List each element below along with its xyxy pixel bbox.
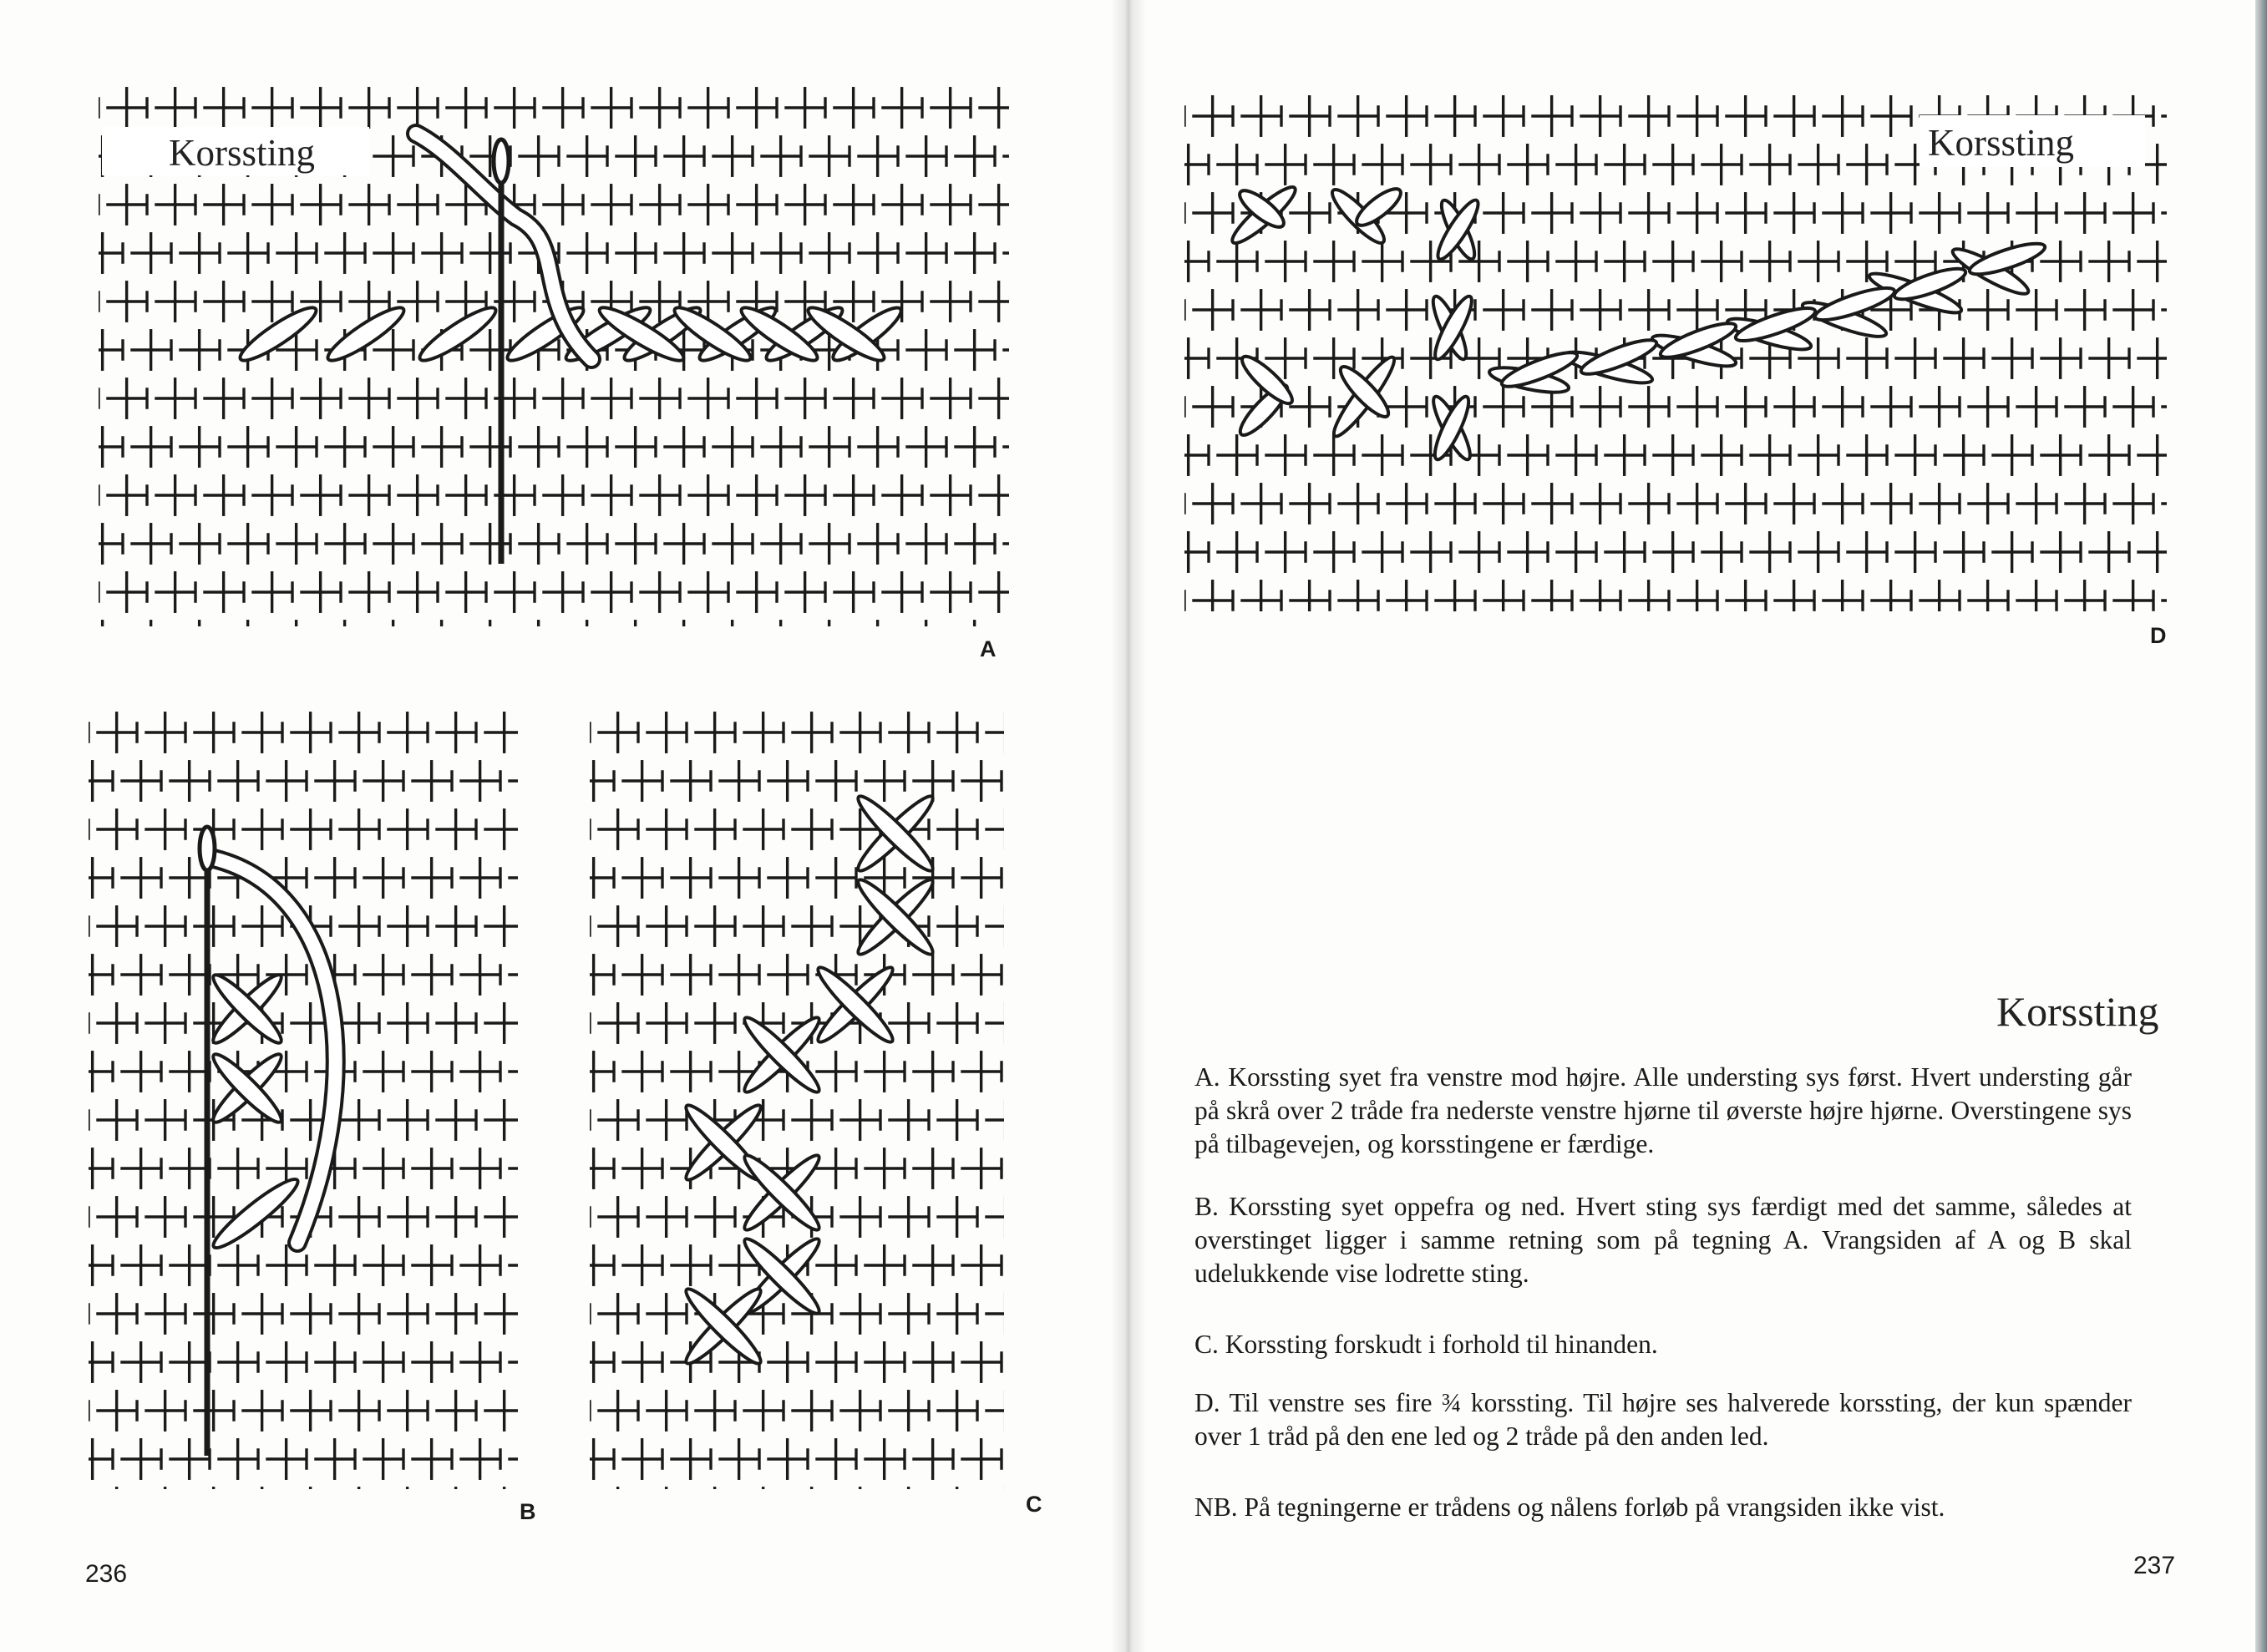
paragraph-nb: NB. På tegningerne er trådens og nålens forløb på vrangsiden ikke vist. [1194, 1492, 1945, 1522]
figure-c-offset-cross-stitch [590, 708, 1004, 1489]
page-number-right: 237 [2133, 1552, 2176, 1579]
figure-title: Korssting [169, 132, 316, 174]
paragraph-c: C. Korssting forskudt i forhold til hinanden. [1194, 1330, 1658, 1359]
section-heading: Korssting [1996, 988, 2159, 1035]
understitch [414, 301, 500, 367]
book-edge [2255, 0, 2267, 1652]
figure-d-three-quarter-and-half-cross-stitch [1184, 92, 2167, 611]
figure-c-label: C [1026, 1492, 1042, 1517]
figure-title: Korssting [1928, 122, 2075, 164]
figure-a-label: A [980, 636, 997, 661]
page-number-left: 236 [85, 1560, 128, 1588]
book-gutter [1111, 0, 1146, 1652]
figure-b-label: B [520, 1499, 536, 1524]
figure-d-label: D [2150, 623, 2167, 648]
paragraph-d: D. Til venstre ses fire ¾ korssting. Til højre ses halverede korssting, der kun spænder over 1 tråd på den ene led og 2 tråde på den anden led. [1194, 1388, 2132, 1451]
figure-a-cross-stitch-left-to-right [99, 84, 1009, 626]
paragraph-b: B. Korssting syet oppefra og ned. Hvert sting sys færdigt med det samme, således at overstinget ligger i samme retning som på tegning A. Vrangsiden af A og B skal udelukkende vise lodrette sting. [1194, 1192, 2132, 1288]
paragraph-a: A. Korssting syet fra venstre mod højre. Alle understing sys først. Hvert understing går på skrå over 2 tråde fra nederste venstre hjørne til øverste højre hjørne. Overstingene sys på tilbagevejen, og korsstingene er færdige. [1194, 1062, 2132, 1158]
canvas-weave [590, 712, 1004, 1489]
canvas-weave [89, 712, 518, 1489]
figure-b-cross-stitch-top-to-bottom [89, 708, 518, 1489]
